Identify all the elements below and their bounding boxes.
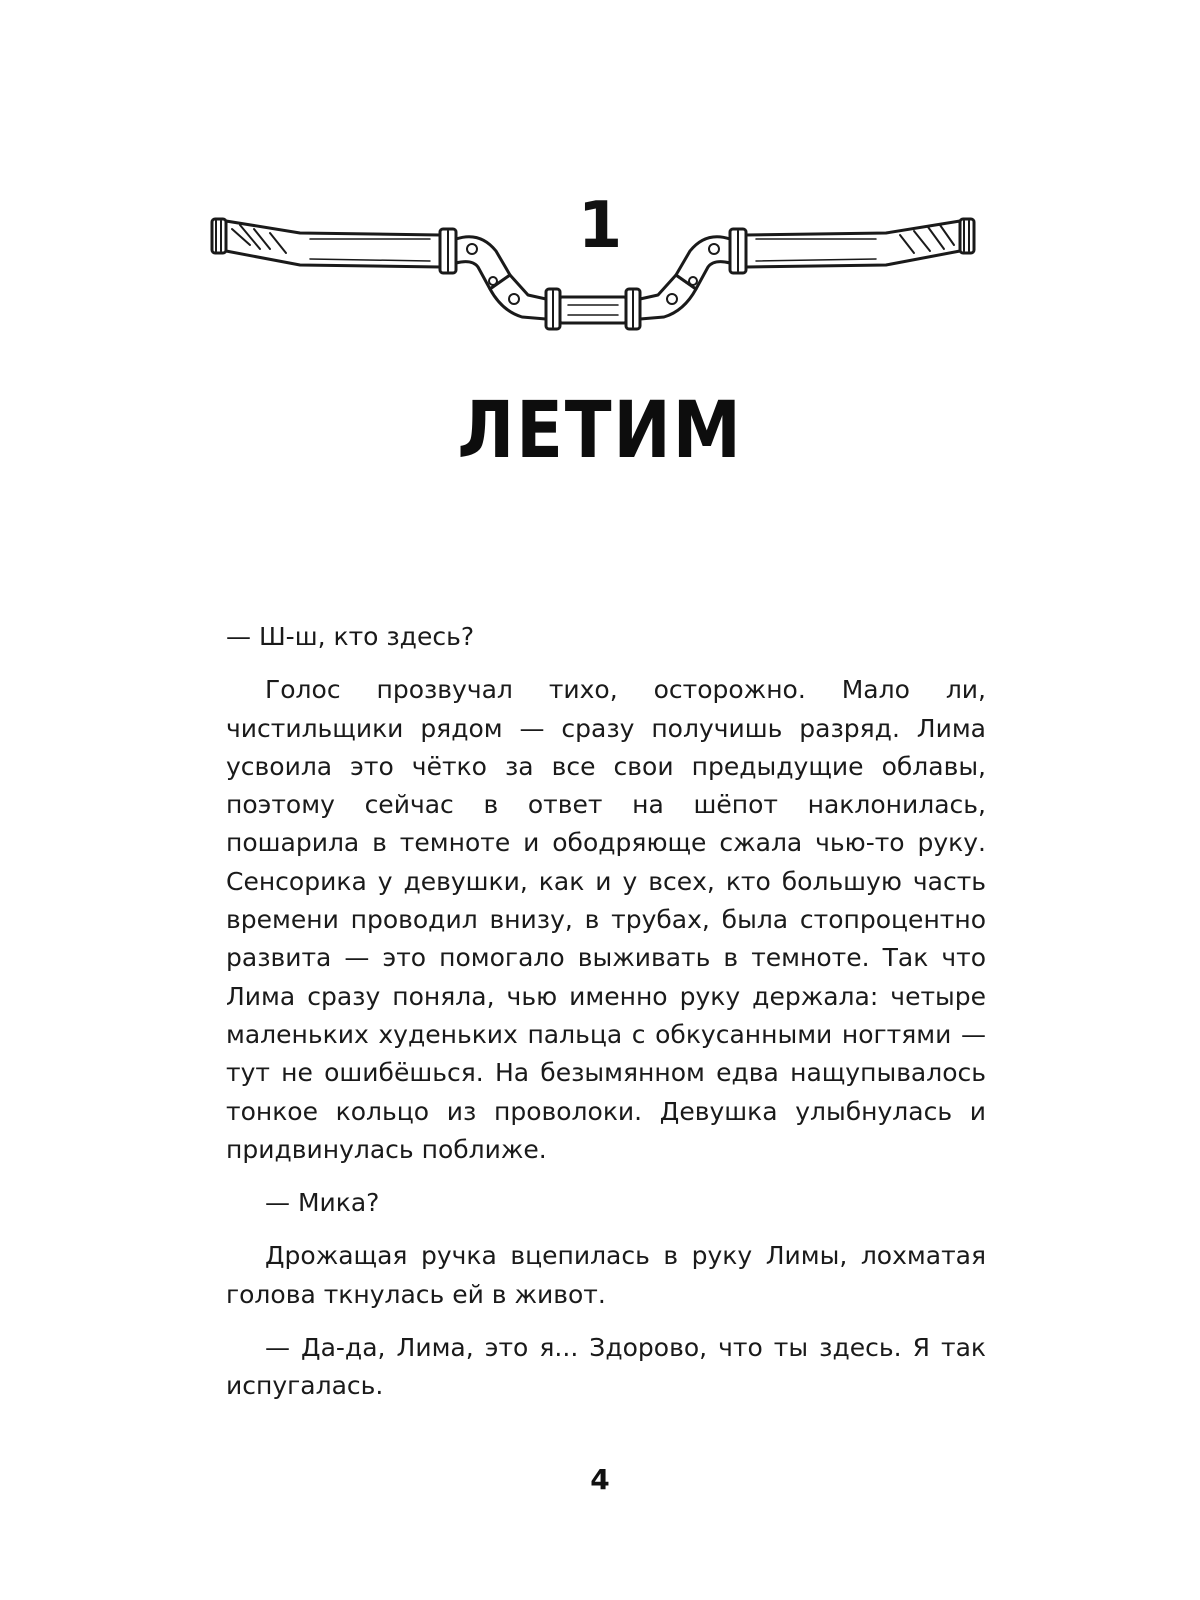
body-text [226,618,986,1406]
paragraph: Голос прозвучал тихо, осторожно. Мало ли, чистильщики рядом — сразу получишь разряд. Лима усвоила это чётко за все свои предыдущие облавы, поэтому сейчас в ответ на шёпот наклонилась, пошарила в темноте и ободряюще сжала чью-то руку. Сенсорика у девушки, как и у всех, кто большую часть времени проводил внизу, в трубах, была стопроцентно развита — это помогало выживать в темноте. Так что Лима сразу поняла, чью именно руку держала: четыре маленьких худеньких пальца с обкусанными ногтями — тут не ошибёшься. На безымянном едва нащупывалось тонкое кольцо из проволоки. Девушка улыбнулась и придвинулась поближе. [226,675,986,1164]
paragraph: Дрожащая ручка вцепилась в руку Лимы, лохматая голова ткнулась ей в живот. [226,1241,986,1309]
chapter-title: ЛЕТИМ [457,386,743,476]
page-number: 4 [590,1463,610,1496]
paragraph: — Да-да, Лима, это я... Здорово, что ты здесь. Я так испугалась. [226,1333,986,1401]
chapter-number: 1 [577,189,623,263]
paragraph: — Ш-ш, кто здесь? [226,622,475,651]
paragraph: — Мика? [265,1188,380,1218]
